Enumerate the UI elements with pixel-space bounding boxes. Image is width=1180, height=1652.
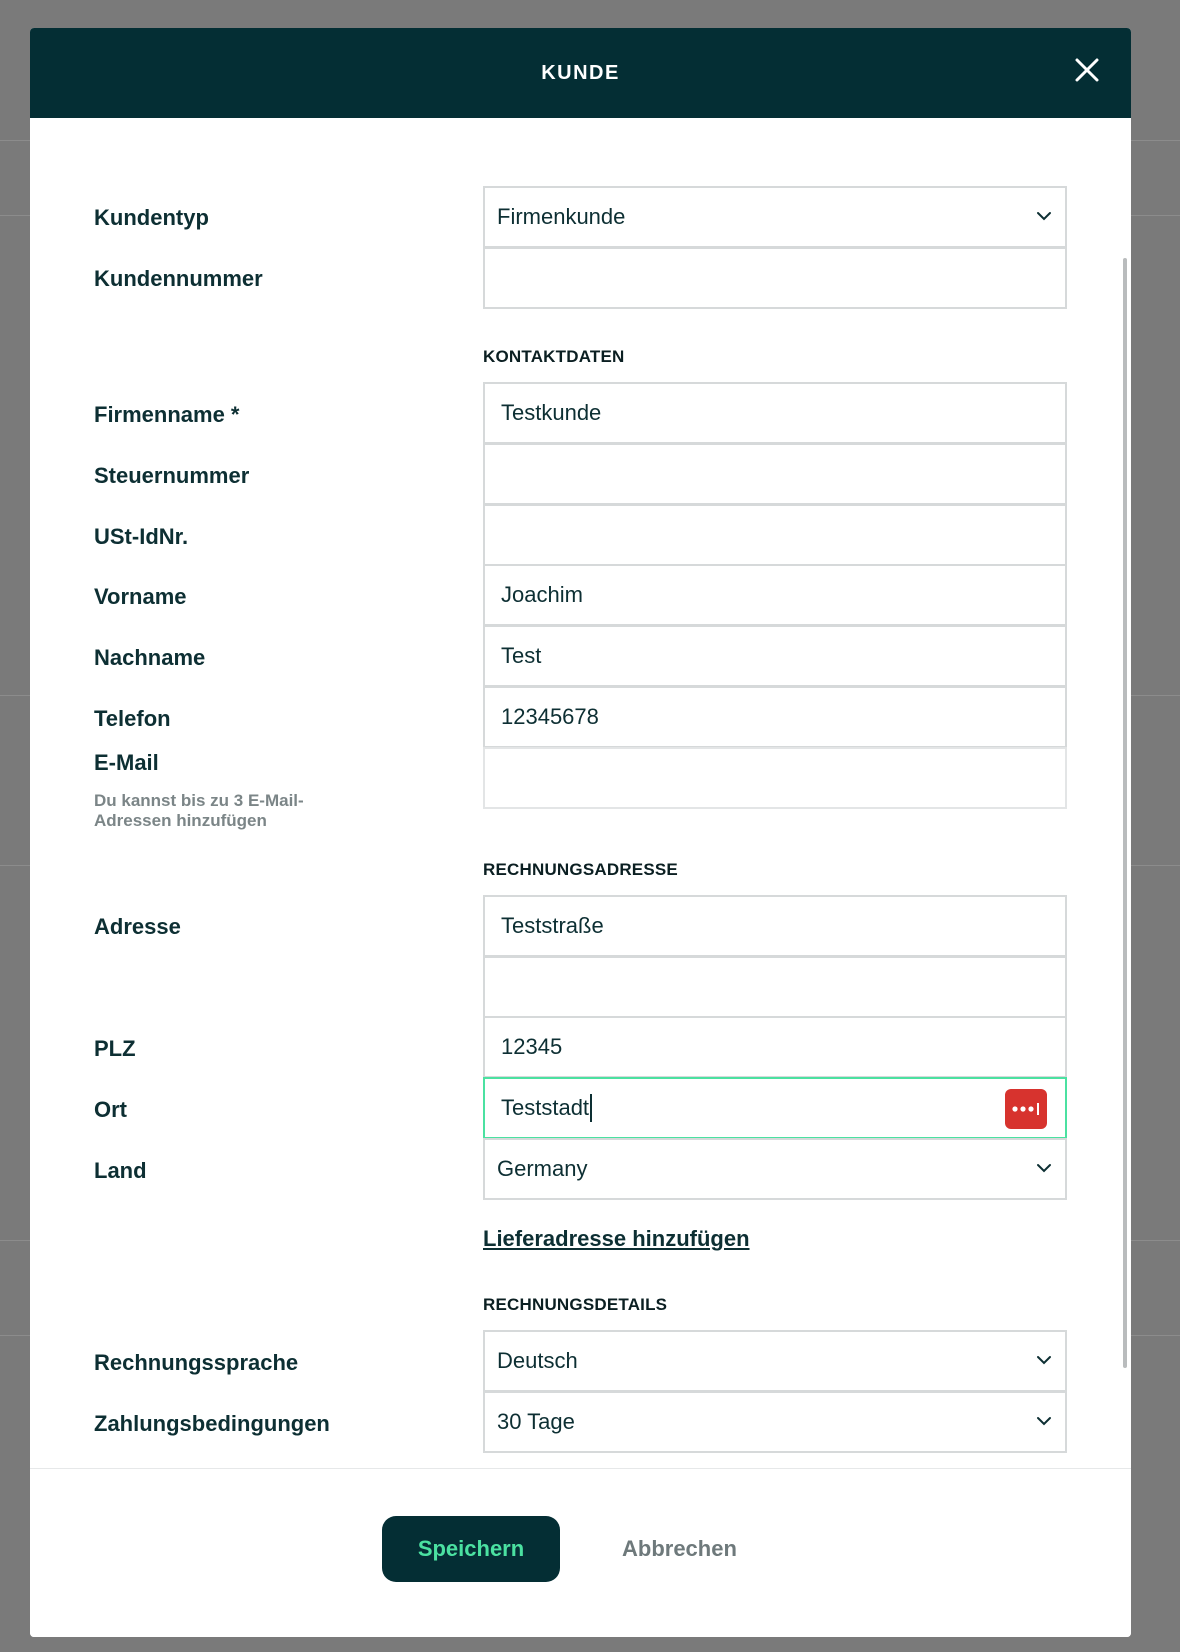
customer-type-select[interactable]	[483, 186, 1067, 248]
email-label: E-Mail	[94, 750, 159, 775]
chevron-down-icon	[1035, 1159, 1053, 1177]
firstname-value: Joachim	[501, 582, 583, 607]
phone-input[interactable]	[483, 686, 1067, 748]
tax-number-label: Steuernummer	[94, 463, 250, 488]
add-delivery-address-link[interactable]: Lieferadresse hinzufügen	[483, 1226, 750, 1251]
text-caret	[590, 1094, 592, 1122]
payment-terms-select[interactable]	[483, 1391, 1067, 1453]
customer-type-label: Kundentyp	[94, 205, 209, 230]
dialog-footer	[30, 1468, 1131, 1637]
vat-id-input[interactable]	[483, 504, 1067, 566]
country-label: Land	[94, 1158, 147, 1183]
email-input[interactable]	[483, 747, 1067, 809]
company-name-input[interactable]	[483, 382, 1067, 444]
password-manager-icon[interactable]	[1005, 1089, 1047, 1129]
lastname-value: Test	[501, 643, 542, 668]
contact-section-title: KONTAKTDATEN	[483, 347, 625, 366]
country-select[interactable]	[483, 1138, 1067, 1200]
address-line1-value: Teststraße	[501, 913, 604, 938]
close-icon	[1073, 56, 1101, 84]
payment-terms-label: Zahlungsbedingungen	[94, 1411, 330, 1436]
firstname-label: Vorname	[94, 584, 187, 609]
firstname-input[interactable]	[483, 564, 1067, 626]
chevron-down-icon	[1035, 1351, 1053, 1369]
cancel-button[interactable]: Abbrechen	[622, 1536, 737, 1561]
billing-address-section-title: RECHNUNGSADRESSE	[483, 860, 678, 879]
company-name-value: Testkunde	[501, 400, 602, 425]
tax-number-input[interactable]	[483, 443, 1067, 505]
country-value: Germany	[497, 1156, 588, 1181]
payment-terms-value: 30 Tage	[497, 1409, 575, 1434]
customer-number-label: Kundennummer	[94, 266, 263, 291]
dialog-body	[30, 118, 1131, 1498]
phone-value: 12345678	[501, 704, 599, 729]
customer-number-input[interactable]	[483, 247, 1067, 309]
zip-value: 12345	[501, 1034, 563, 1059]
invoice-language-value: Deutsch	[497, 1348, 578, 1373]
city-label: Ort	[94, 1097, 127, 1122]
billing-details-section-title: RECHNUNGSDETAILS	[483, 1295, 668, 1314]
invoice-language-select[interactable]	[483, 1330, 1067, 1392]
close-button[interactable]	[1067, 50, 1107, 90]
vat-id-label: USt-IdNr.	[94, 524, 189, 549]
save-button[interactable]: Speichern	[382, 1516, 560, 1582]
scrollbar[interactable]	[1123, 258, 1127, 1368]
dots-icon	[1011, 1102, 1041, 1116]
company-name-label: Firmenname *	[94, 402, 240, 427]
customer-type-value: Firmenkunde	[497, 204, 626, 229]
chevron-down-icon	[1035, 207, 1053, 225]
city-value: Teststadt	[501, 1095, 590, 1120]
invoice-language-label: Rechnungssprache	[94, 1350, 299, 1375]
address-label: Adresse	[94, 914, 181, 939]
address-line1-input[interactable]	[483, 895, 1067, 957]
phone-label: Telefon	[94, 706, 171, 731]
address-line2-input[interactable]	[483, 956, 1067, 1018]
dialog-header	[30, 28, 1131, 118]
dialog-title: KUNDE	[541, 61, 620, 84]
email-hint: Du kannst bis zu 3 E-Mail-Adressen hinzufügen	[94, 791, 304, 830]
zip-input[interactable]	[483, 1016, 1067, 1078]
customer-dialog	[30, 28, 1131, 1637]
zip-label: PLZ	[94, 1036, 136, 1061]
lastname-label: Nachname	[94, 645, 206, 670]
chevron-down-icon	[1035, 1412, 1053, 1430]
city-input[interactable]	[483, 1077, 1067, 1139]
lastname-input[interactable]	[483, 625, 1067, 687]
